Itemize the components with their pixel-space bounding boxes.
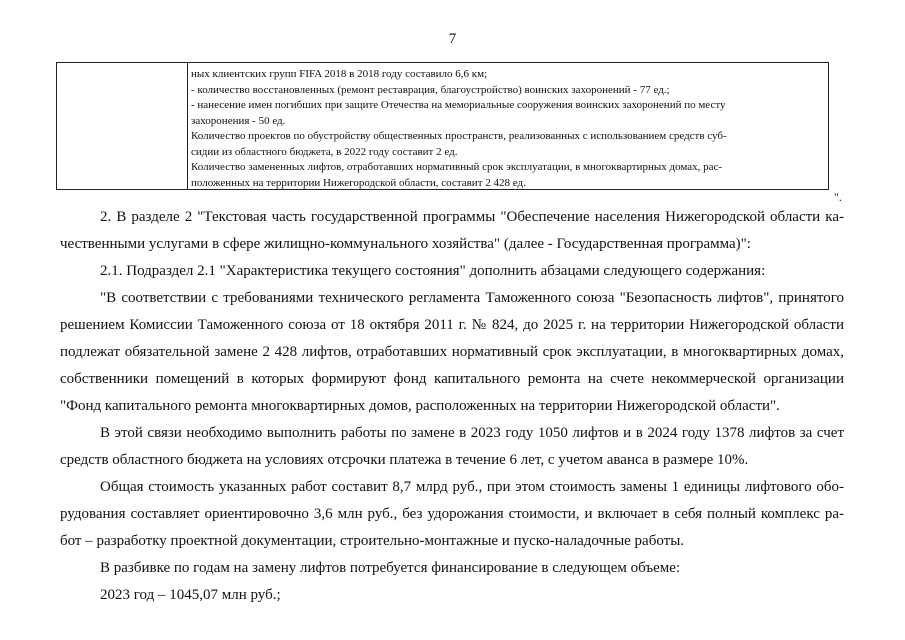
body-line: "Фонд капитального ремонта многоквартирных домов, расположенных на территории Нижегородской области". xyxy=(60,398,780,414)
table-right-cell xyxy=(188,63,828,189)
body-line: средств областного бюджета на условиях отсрочки платежа в течение 6 лет, с учетом аванса в размере 10%. xyxy=(60,452,749,468)
table-line: Количество замененных лифтов, отработавших нормативный срок эксплуатации, в многоквартирных домах, рас- xyxy=(191,161,723,173)
body-line: собственники помещений в которых формируют фонд капитального ремонта на счете некоммерческой организации xyxy=(60,371,844,387)
body-line: 2023 год – 1045,07 млн руб.; xyxy=(100,587,281,603)
body-line: "В соответствии с требованиями технического регламента Таможенного союза "Безопасность лифтов", принятого xyxy=(100,290,844,306)
indicator-table xyxy=(56,62,829,190)
table-line: сидии из областного бюджета, в 2022 году составит 2 ед. xyxy=(191,145,458,158)
body-line: 2.1. Подраздел 2.1 "Характеристика текущего состояния" дополнить абзацами следующего содержания: xyxy=(100,263,766,279)
body-line: бот – разработку проектной документации, строительно-монтажные и пуско-наладочные работы. xyxy=(60,533,685,549)
body-line: Общая стоимость указанных работ составит 8,7 млрд руб., при этом стоимость замены 1 единицы лифтового обо- xyxy=(100,479,844,495)
table-line: ных клиентских групп FIFA 2018 в 2018 году составило 6,6 км; xyxy=(191,68,488,80)
closing-quote: ". xyxy=(834,190,842,204)
body-line: решением Комиссии Таможенного союза от 18 октября 2011 г. № 824, до 2025 г. на территории Нижегородской области xyxy=(60,317,844,333)
page-number: 7 xyxy=(448,31,457,47)
body-line: В этой связи необходимо выполнить работы по замене в 2023 году 1050 лифтов и в 2024 году 1378 лифтов за счет xyxy=(100,425,844,441)
table-line: - количество восстановленных (ремонт реставрация, благоустройство) воинских захоронений - 77 ед.; xyxy=(191,83,670,96)
body-line: подлежат обязательной замене 2 428 лифтов, отработавших нормативный срок эксплуатации, в многоквартирных домах, xyxy=(60,344,844,360)
table-line: положенных на территории Нижегородской области, составит 2 428 ед. xyxy=(191,176,526,189)
table-left-cell xyxy=(57,63,188,189)
table-line: захоронения - 50 ед. xyxy=(191,114,286,127)
table-line: - нанесение имен погибших при защите Отечества на мемориальные сооружения воинских захоронений по месту xyxy=(191,99,726,111)
body-line: 2. В разделе 2 "Текстовая часть государственной программы "Обеспечение населения Нижегородской области ка- xyxy=(100,209,844,225)
body-line: В разбивке по годам на замену лифтов потребуется финансирование в следующем объеме: xyxy=(100,560,681,576)
body-line: рудования составляет ориентировочно 3,6 млн руб., без удорожания стоимости, и включает в себя полный комплекс ра- xyxy=(60,506,844,522)
table-line: Количество проектов по обустройству общественных пространств, реализованных с использованием средств суб- xyxy=(191,130,727,142)
body-line: чественными услугами в сфере жилищно-коммунального хозяйства" (далее - Государственная программа)": xyxy=(60,236,751,252)
